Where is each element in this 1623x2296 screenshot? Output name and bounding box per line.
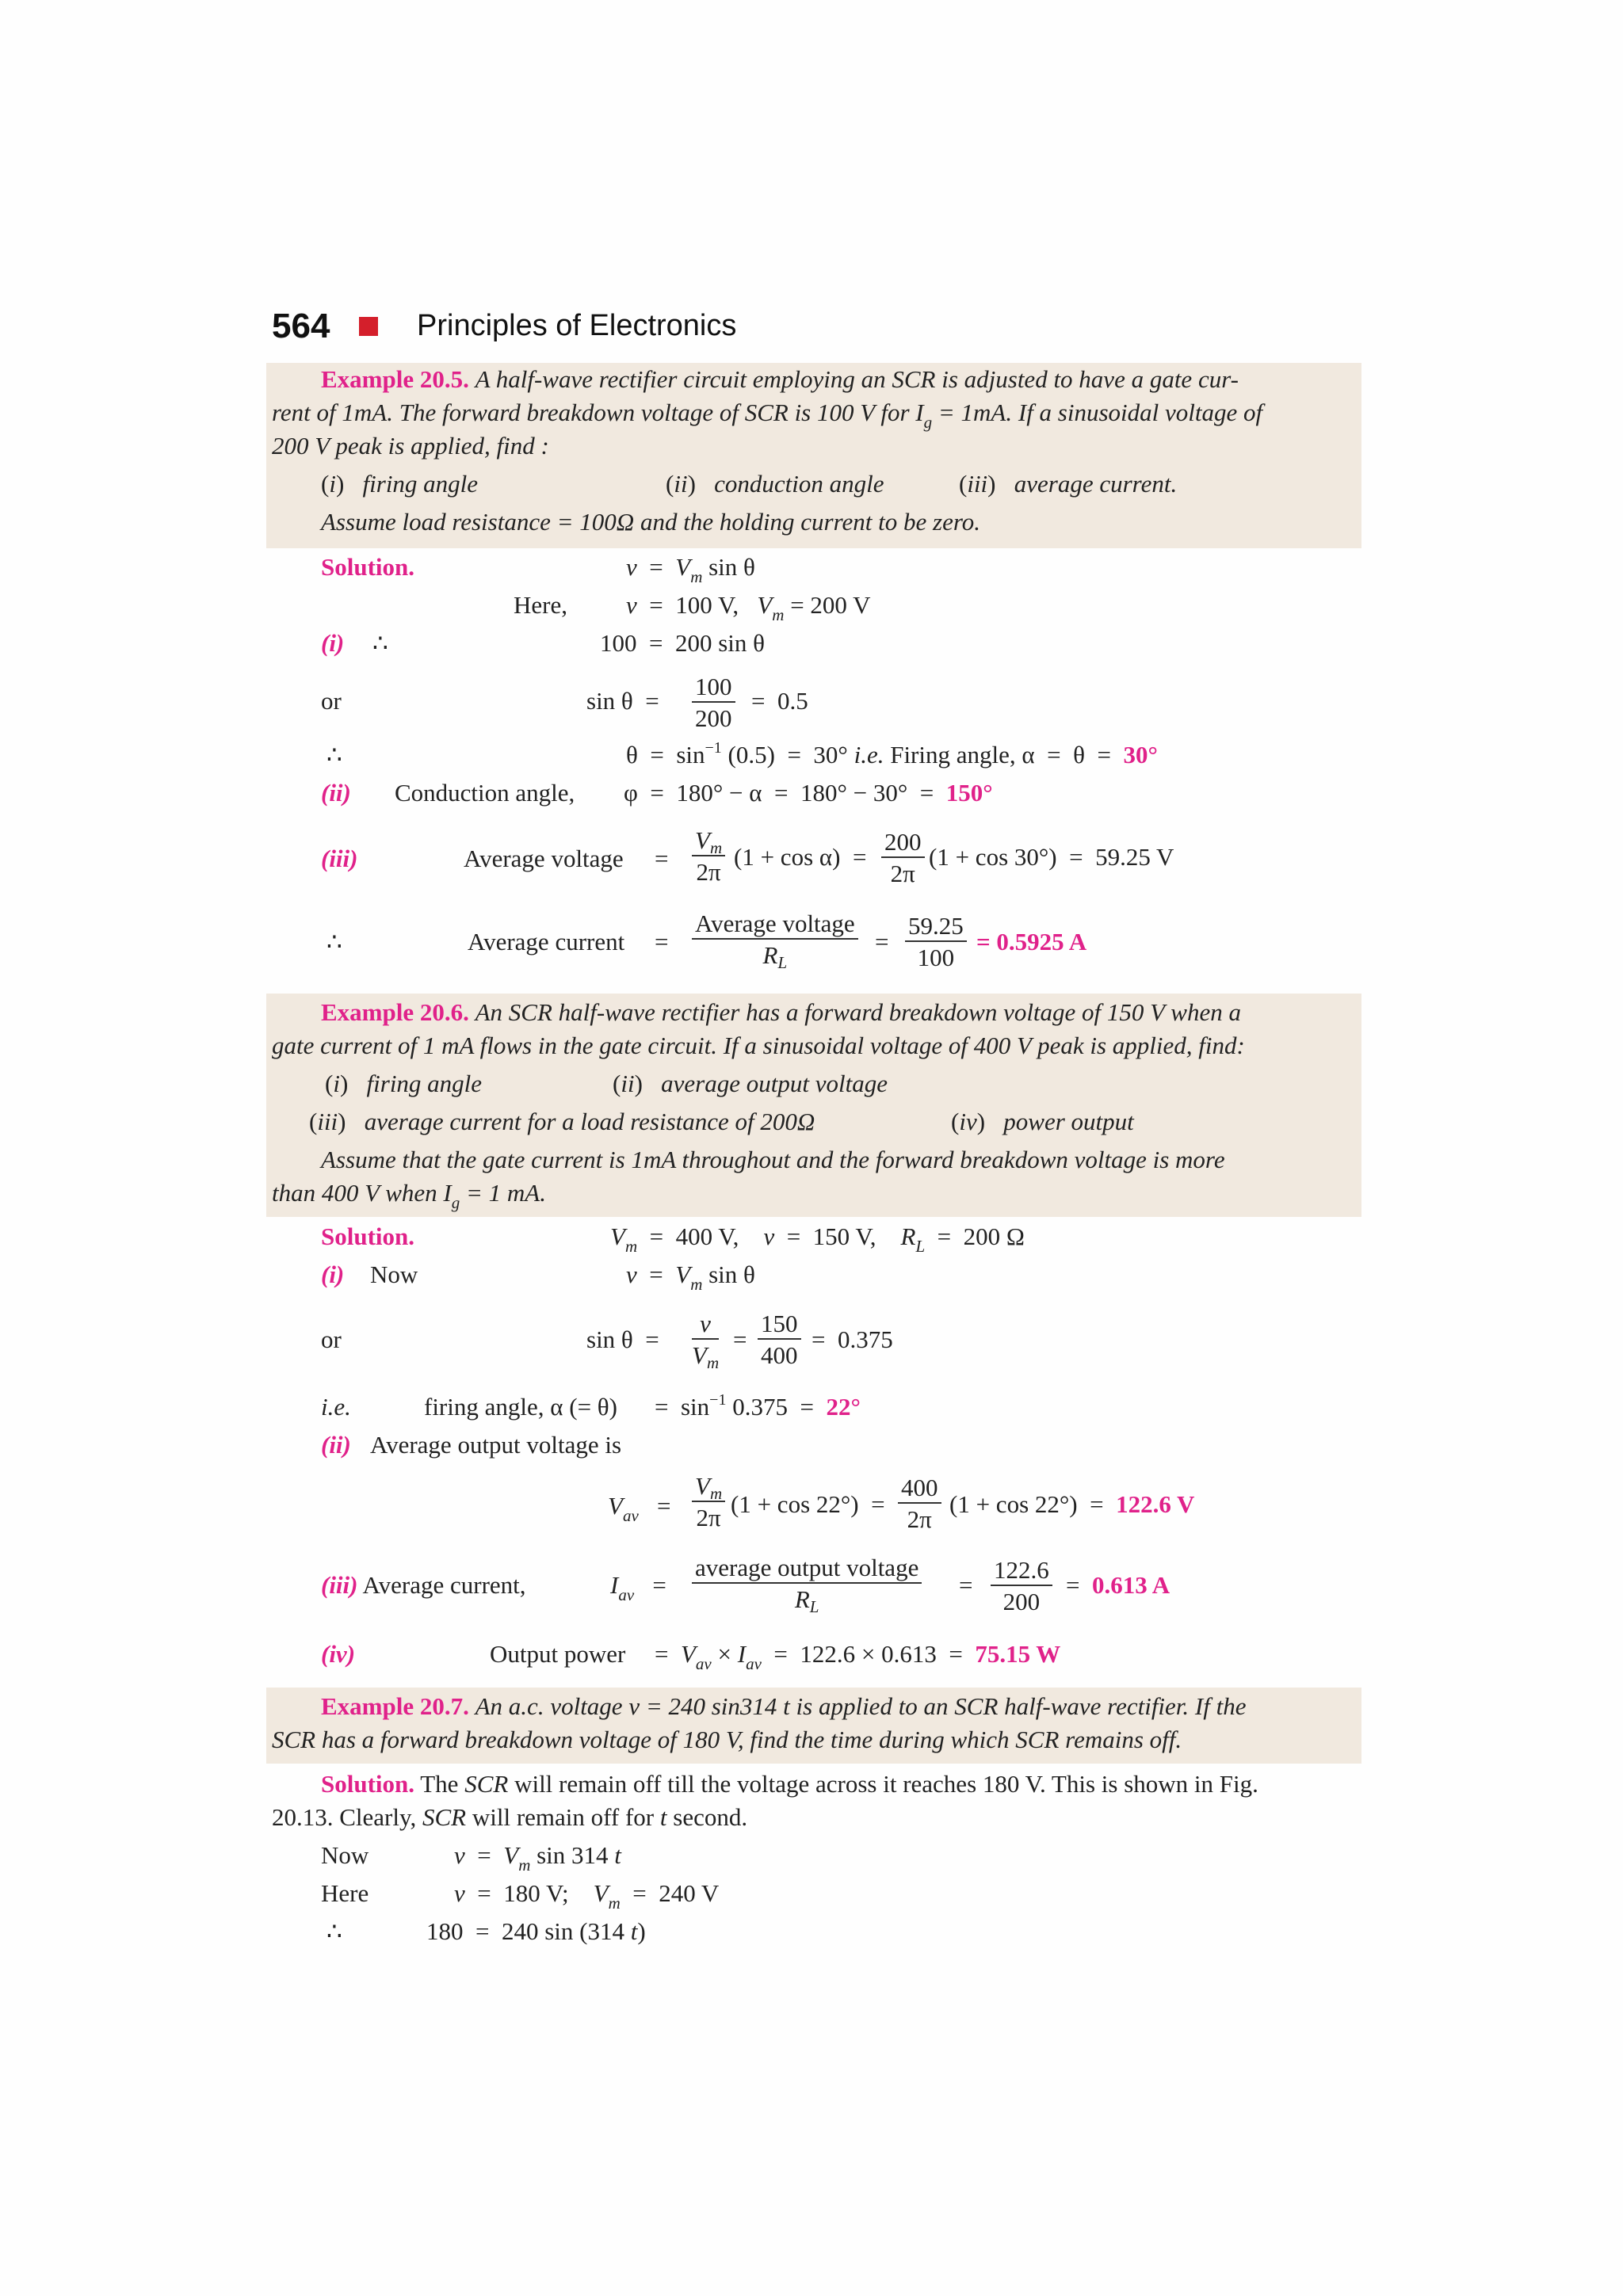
- example-20-6-part-iii: (iii) average current for a load resistance of 200Ω: [309, 1108, 815, 1135]
- eq-1cos-alpha: (1 + cos α) =: [734, 843, 867, 871]
- part-i-label-6: (i): [321, 1261, 345, 1288]
- fraction-5925-100: 59.25 100: [905, 913, 967, 970]
- output-power-label: Output power: [490, 1640, 626, 1668]
- fraction-avgv-rl: Average voltage RL: [692, 911, 858, 967]
- example-20-7-line2: SCR has a forward breakdown voltage of 180 V, find the time during which SCR remains off.: [272, 1726, 1182, 1753]
- eq-conduction: φ = 180° − α = 180° − 30° = 150°: [624, 779, 993, 807]
- example-20-6-part-i: (i) firing angle: [325, 1070, 483, 1097]
- example-20-6-part-ii: (ii) average output voltage: [613, 1070, 888, 1097]
- solution-20-5-label: Solution.: [321, 553, 415, 581]
- part-iv-label-6: (iv): [321, 1640, 356, 1668]
- eq-equals-4: =: [733, 1325, 747, 1353]
- eq-1cos22: (1 + cos 22°) =: [731, 1490, 885, 1518]
- here-label: Here,: [514, 591, 567, 619]
- eq-v-vm-sin-6: $v = V_m$ sin θ: [626, 1261, 755, 1294]
- eq-sin-theta-6: sin θ =: [586, 1325, 659, 1353]
- now-label-7: Now: [321, 1841, 369, 1869]
- average-voltage-label: Average voltage: [464, 845, 624, 872]
- solution-20-6-label: Solution.: [321, 1222, 415, 1250]
- eq-vav-result: (1 + cos 22°) = 122.6 V: [949, 1490, 1195, 1518]
- header-square-icon: [359, 317, 378, 336]
- fraction-1226-200: 122.6 200: [991, 1558, 1052, 1614]
- eq-iav-label: $I_{av}$ =: [610, 1571, 666, 1604]
- now-label: Now: [370, 1261, 418, 1288]
- average-current-label: Average current: [468, 928, 625, 955]
- example-20-6-assume1: Assume that the gate current is 1mA throughout and the forward breakdown voltage is more: [321, 1146, 1225, 1173]
- eq-given-values: v = 100 V, $V_m = 200$ V: [626, 591, 871, 624]
- fraction-150-400: 150 400: [758, 1311, 801, 1367]
- therefore-2: ∴: [327, 741, 342, 769]
- eq-iav-result: = 0.613 A: [1066, 1571, 1170, 1599]
- example-20-6-assume2: than 400 V when $I_g = 1$ mA.: [272, 1179, 546, 1212]
- example-20-5-part-iii: (iii) average current.: [959, 470, 1178, 498]
- firing-angle-eq-label: firing angle, α (= θ): [424, 1393, 617, 1421]
- example-20-6-line2: gate current of 1 mA flows in the gate circuit. If a sinusoidal voltage of 400 V peak is applied, find:: [272, 1032, 1245, 1059]
- example-20-5-line1: Example 20.5. A half-wave rectifier circuit employing an SCR is adjusted to have a gate cur-: [321, 365, 1239, 393]
- therefore-7: ∴: [327, 1917, 342, 1945]
- avg-current-result: = 0.5925 A: [976, 928, 1087, 955]
- fraction-avgout-rl: average output voltage RL: [692, 1555, 922, 1611]
- example-20-6-line1: Example 20.6. An SCR half-wave rectifier has a forward breakdown voltage of 150 V when a: [321, 998, 1241, 1026]
- eq-v-vm-sin-314: $v = V_m$ sin 314 t: [454, 1841, 621, 1875]
- eq-given-20-7: v = 180 V; $V_m = 240$ V: [454, 1879, 720, 1913]
- part-iii-6: (iii) Average current,: [321, 1571, 526, 1599]
- eq-vav-label: $V_{av}$ =: [608, 1492, 671, 1525]
- page-number: 564: [272, 307, 330, 345]
- or-label-6: or: [321, 1325, 342, 1353]
- part-ii-label-6: (ii): [321, 1431, 351, 1459]
- eq-avg-voltage-result: (1 + cos 30°) = 59.25 V: [929, 843, 1174, 871]
- example-20-6-part-iv: (iv) power output: [951, 1108, 1134, 1135]
- avg-output-is-label: Average output voltage is: [370, 1431, 622, 1459]
- therefore-3: ∴: [327, 928, 342, 955]
- eq-0375: = 0.375: [812, 1325, 893, 1353]
- therefore-symbol: ∴: [372, 629, 388, 657]
- fraction-vm-2pi: Vm 2π: [692, 828, 725, 884]
- solution-20-7-line1: Solution. The SCR will remain off till the voltage across it reaches 180 V. This is shown in Fig.: [321, 1770, 1258, 1798]
- eq-firing-angle-6: = $\sin^{-1} 0.375 = 22^\circ$: [655, 1391, 861, 1421]
- fraction-100-200: 100 200: [692, 674, 735, 730]
- ie-label: i.e.: [321, 1393, 351, 1421]
- example-20-5-assume: Assume load resistance = 100Ω and the holding current to be zero.: [321, 508, 981, 536]
- part-iii-label: (iii): [321, 845, 358, 872]
- eq-equals-3: =: [875, 928, 889, 955]
- eq-180-240sin: 180 = 240 sin (314 t): [426, 1917, 646, 1945]
- fraction-vm-2pi-6: Vm 2π: [692, 1474, 725, 1530]
- eq-output-power: = $V_{av} \times I_{av} = 122.6 \times 0.613 = 75.15$ W: [655, 1640, 1061, 1673]
- example-20-5-line2: rent of 1mA. The forward breakdown voltage of SCR is 100 V for $I_g = 1mA$. If a sinusoidal voltage of: [272, 399, 1263, 432]
- conduction-angle-label: Conduction angle,: [395, 779, 575, 807]
- eq-sin-theta: sin θ =: [586, 687, 659, 715]
- example-20-5-part-i: (i) firing angle: [321, 470, 479, 498]
- or-label: or: [321, 687, 342, 715]
- book-title: Principles of Electronics: [417, 309, 737, 342]
- solution-20-7-line2: 20.13. Clearly, SCR will remain off for t second.: [272, 1803, 748, 1831]
- eq-equals-5: =: [959, 1571, 973, 1599]
- eq-v-vm-sin: $v = V_m$ sin θ: [626, 553, 755, 586]
- example-20-7-line1: Example 20.7. An a.c. voltage v = 240 sin314 t is applied to an SCR half-wave rectifier. If the: [321, 1692, 1247, 1720]
- here-label-7: Here: [321, 1879, 369, 1907]
- part-i-label: (i): [321, 629, 345, 657]
- eq-equals-1: =: [655, 845, 669, 872]
- fraction-200-2pi: 200 2π: [881, 830, 925, 886]
- eq-given-20-6: $V_m = 400$ V, v = 150 V, $R_L = 200$ Ω: [610, 1222, 1025, 1256]
- eq-equals-2: =: [655, 928, 669, 955]
- fraction-v-vm: v Vm: [692, 1310, 720, 1372]
- example-20-5-part-ii: (ii) conduction angle: [666, 470, 884, 498]
- eq-100-200sin: 100 = 200 sin θ: [600, 629, 766, 657]
- eq-05: = 0.5: [751, 687, 808, 715]
- example-20-5-line3: 200 V peak is applied, find :: [272, 432, 549, 460]
- eq-theta-firing: $\theta = \sin^{-1} (0.5) = 30^\circ$ i.e. Firing angle, α = θ = 30°: [626, 739, 1158, 769]
- part-ii-label: (ii): [321, 779, 351, 807]
- fraction-400-2pi: 400 2π: [898, 1475, 941, 1531]
